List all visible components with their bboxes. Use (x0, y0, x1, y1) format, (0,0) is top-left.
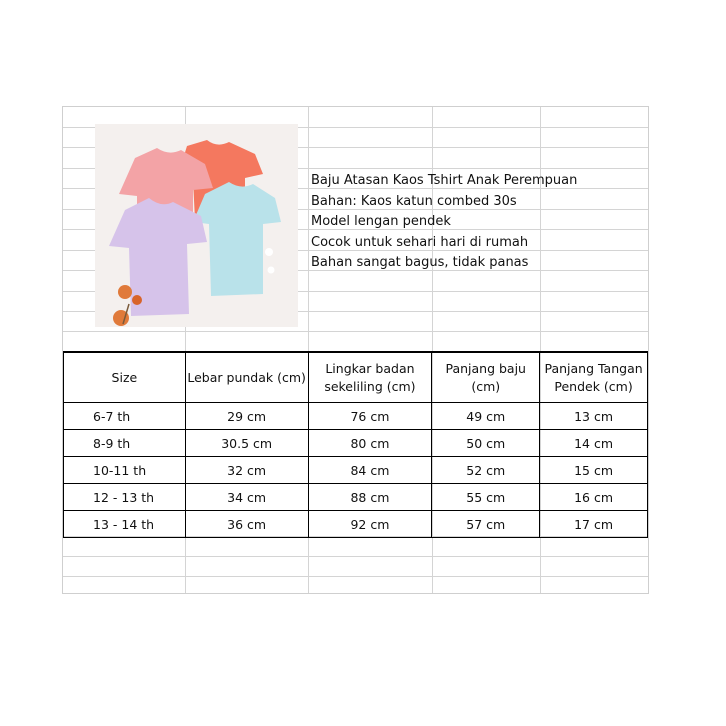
table-cell: 15 cm (540, 457, 648, 484)
grid-row-line (63, 331, 648, 332)
table-cell: 32 cm (185, 457, 308, 484)
table-row (64, 457, 648, 484)
size-chart-table (63, 351, 648, 538)
tshirt-photo (95, 124, 298, 327)
size-cell: 12 - 13 th (64, 484, 186, 511)
description-line: Model lengan pendek (311, 214, 451, 229)
table-cell: 49 cm (432, 403, 540, 430)
table-cell: 92 cm (308, 511, 432, 538)
grid-row-line (63, 556, 648, 557)
table-cell: 52 cm (432, 457, 540, 484)
column-header-panjang-baju: Panjang baju (cm) (432, 352, 540, 403)
white-flower (265, 248, 273, 256)
column-header-size: Size (64, 352, 186, 403)
column-header-lingkar-badan: Lingkar badan sekeliling (cm) (308, 352, 432, 403)
description-line: Baju Atasan Kaos Tshirt Anak Perempuan (311, 173, 578, 188)
table-cell: 57 cm (432, 511, 540, 538)
white-flower (268, 267, 275, 274)
table-row (64, 511, 648, 538)
size-cell: 8-9 th (64, 430, 186, 457)
table-cell: 88 cm (308, 484, 432, 511)
table-cell: 55 cm (432, 484, 540, 511)
description-line: Cocok untuk sehari hari di rumah (311, 234, 529, 250)
table-cell: 17 cm (540, 511, 648, 538)
description-line: Bahan: Kaos katun combed 30s (311, 193, 517, 209)
table-cell: 36 cm (185, 511, 308, 538)
description-line: Bahan sangat bagus, tidak panas (311, 255, 529, 270)
table-cell: 84 cm (308, 457, 432, 484)
tshirt-illustration (95, 124, 298, 327)
table-cell: 80 cm (308, 430, 432, 457)
table-cell: 76 cm (308, 403, 432, 430)
table-cell: 50 cm (432, 430, 540, 457)
table-header-row (64, 352, 648, 403)
column-header-lebar-pundak: Lebar pundak (cm) (185, 352, 308, 403)
orange-flower (132, 295, 142, 305)
column-header-panjang-tangan: Panjang Tangan Pendek (cm) (540, 352, 648, 403)
table-cell: 13 cm (540, 403, 648, 430)
orange-flower (118, 285, 132, 299)
table-cell: 30.5 cm (185, 430, 308, 457)
table-cell: 34 cm (185, 484, 308, 511)
spreadsheet-sheet (62, 106, 649, 594)
table-row (64, 403, 648, 430)
table-cell: 29 cm (185, 403, 308, 430)
size-cell: 10-11 th (64, 457, 186, 484)
table-row (64, 484, 648, 511)
table-row (64, 430, 648, 457)
product-description (311, 171, 577, 274)
table-cell: 16 cm (540, 484, 648, 511)
size-cell: 13 - 14 th (64, 511, 186, 538)
grid-row-line (63, 576, 648, 577)
table-cell: 14 cm (540, 430, 648, 457)
size-cell: 6-7 th (64, 403, 186, 430)
